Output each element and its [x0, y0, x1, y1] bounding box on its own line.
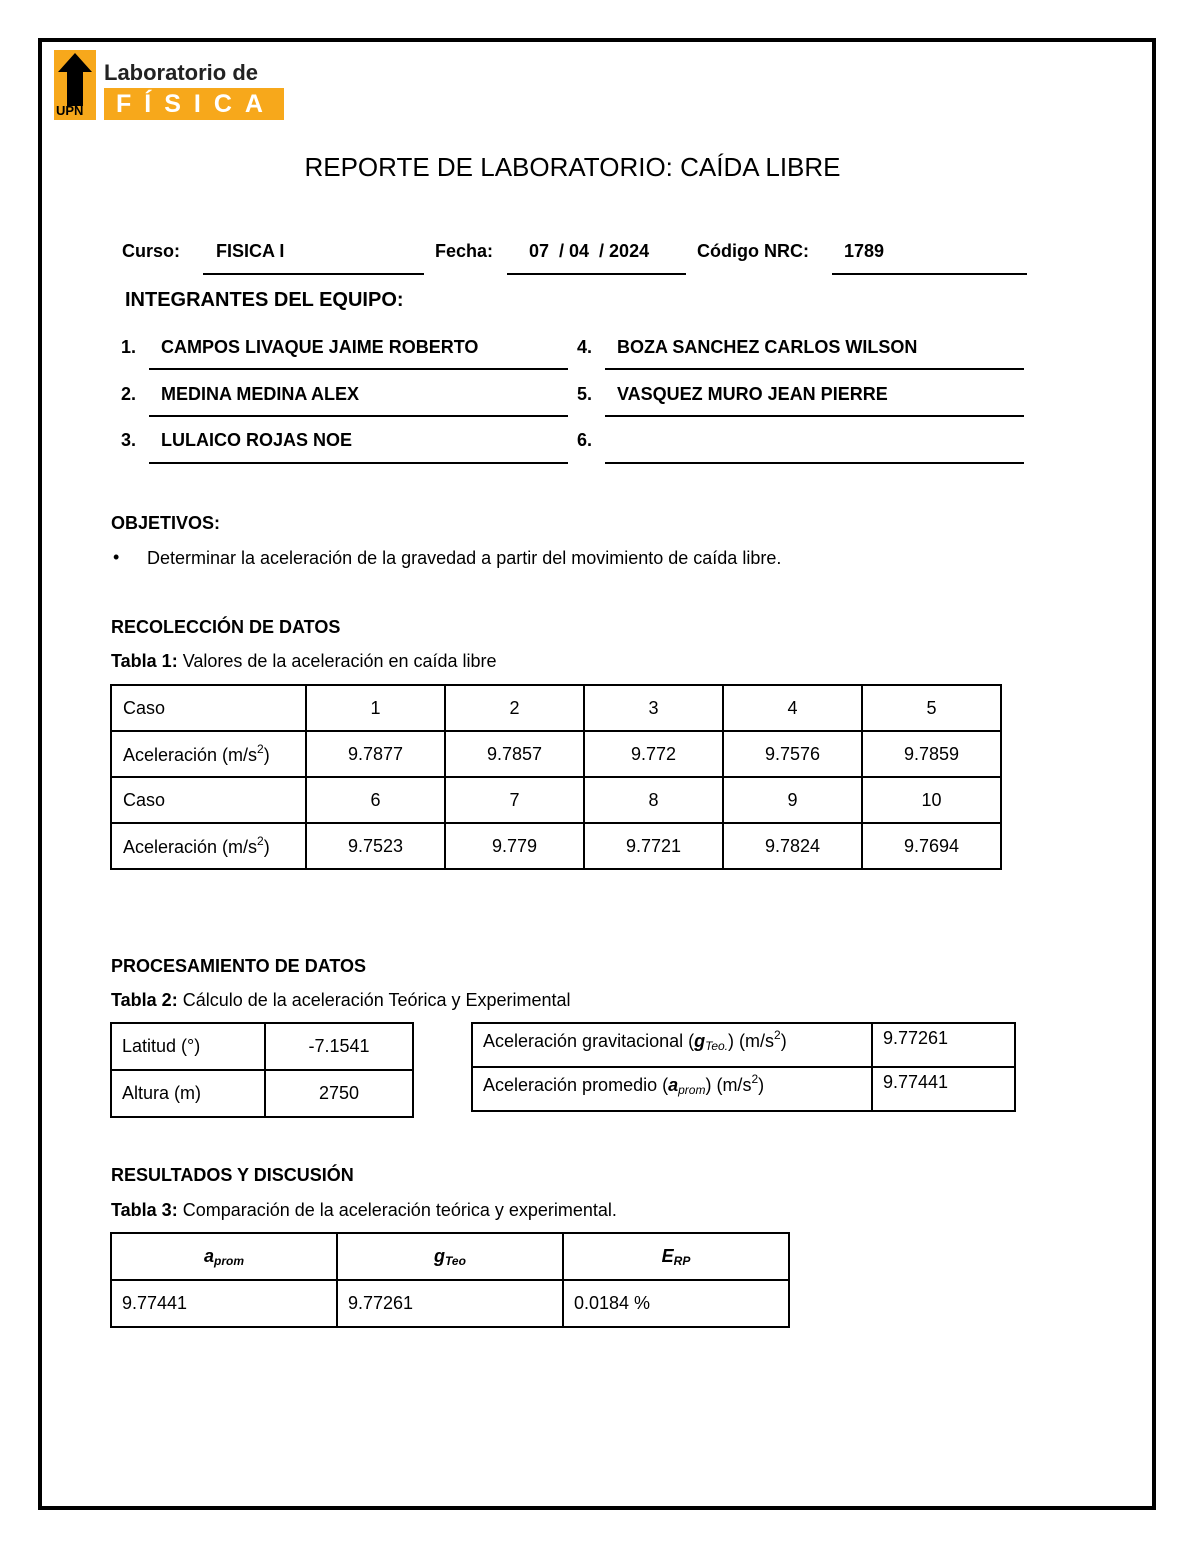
accel-value: 9.7877 — [306, 731, 445, 777]
member-underline — [149, 462, 568, 464]
member-number: 6. — [577, 430, 593, 450]
accel-value: 9.7824 — [723, 823, 862, 869]
a-prom-value: 9.77441 — [111, 1280, 337, 1327]
case-number: 8 — [584, 777, 723, 823]
nrc-value: 1789 — [844, 241, 885, 261]
header-a-prom: $a_{prom}$ — [111, 1233, 337, 1280]
gravity-theoretical-label: Aceleración gravitacional $(g_{Teo.})$ $(m/s^2)$ — [472, 1023, 872, 1067]
case-number: 7 — [445, 777, 584, 823]
accel-average-label: Aceleración promedio $(a_{prom})$ $(m/s^2)$ — [472, 1067, 872, 1111]
gravity-theoretical-value: 9.77261 — [872, 1023, 1015, 1067]
case-number: 10 — [862, 777, 1001, 823]
curso-value: FISICA I — [216, 241, 285, 261]
latitude-label: Latitud (°) — [111, 1023, 265, 1070]
processing-heading: PROCESAMIENTO DE DATOS — [111, 956, 367, 976]
case-number: 5 — [862, 685, 1001, 731]
case-number: 1 — [306, 685, 445, 731]
table2-acceleration — [471, 1022, 1016, 1112]
case-number: 6 — [306, 777, 445, 823]
logo-fisica-text: FÍSICA — [116, 90, 276, 118]
nrc-underline — [832, 273, 1027, 275]
table-row — [472, 1023, 1015, 1067]
member-number: 1. — [121, 337, 137, 357]
member-underline — [149, 415, 568, 417]
member-name: VASQUEZ MURO JEAN PIERRE — [617, 384, 888, 404]
table1-caption — [111, 651, 497, 672]
data-collection-heading: RECOLECCIÓN DE DATOS — [111, 617, 341, 637]
case-label: Caso — [111, 777, 306, 823]
table3-caption-text: Comparación de la aceleración teórica y experimental. — [177, 1200, 617, 1220]
accel-value: 9.7859 — [862, 731, 1001, 777]
table2-location — [110, 1022, 414, 1118]
table-row — [472, 1067, 1015, 1111]
member-underline — [605, 368, 1024, 370]
member-number: 2. — [121, 384, 137, 404]
member-number: 5. — [577, 384, 593, 404]
upn-lab-logo — [54, 50, 286, 122]
header-e-rp: $E_{RP}$ — [563, 1233, 789, 1280]
objective-item: Determinar la aceleración de la gravedad a partir del movimiento de caída libre. — [147, 548, 782, 568]
table2-caption — [111, 990, 571, 1011]
accel-label: Aceleración $(m/s^2)$ — [111, 731, 306, 777]
accel-value: 9.7857 — [445, 731, 584, 777]
member-underline — [149, 368, 568, 370]
table1 — [110, 684, 1002, 870]
case-number: 3 — [584, 685, 723, 731]
accel-value: 9.7576 — [723, 731, 862, 777]
fecha-label: Fecha: — [435, 241, 494, 261]
member-underline — [605, 462, 1024, 464]
accel-label: Aceleración $(m/s^2)$ — [111, 823, 306, 869]
fecha-underline — [507, 273, 686, 275]
curso-underline — [203, 273, 424, 275]
results-heading: RESULTADOS Y DISCUSIÓN — [111, 1165, 354, 1185]
case-number: 9 — [723, 777, 862, 823]
table2-caption-text: Cálculo de la aceleración Teórica y Experimental — [177, 990, 571, 1010]
accel-average-value: 9.77441 — [872, 1067, 1015, 1111]
table-row — [111, 731, 1001, 777]
table3 — [110, 1232, 790, 1328]
header-g-teo: $g_{Teo}$ — [337, 1233, 563, 1280]
member-number: 3. — [121, 430, 137, 450]
member-name: LULAICO ROJAS NOE — [161, 430, 353, 450]
curso-label: Curso: — [122, 241, 180, 261]
bullet-icon: • — [113, 547, 120, 567]
table-row — [111, 1280, 789, 1327]
table2-caption-label: Tabla 2: — [111, 990, 178, 1010]
latitude-value: -7.1541 — [265, 1023, 413, 1070]
accel-value: 9.779 — [445, 823, 584, 869]
case-number: 2 — [445, 685, 584, 731]
member-name: CAMPOS LIVAQUE JAIME ROBERTO — [161, 337, 479, 357]
case-label: Caso — [111, 685, 306, 731]
member-number: 4. — [577, 337, 593, 357]
member-underline — [605, 415, 1024, 417]
page-title: REPORTE DE LABORATORIO: CAÍDA LIBRE — [304, 152, 841, 182]
table-row — [111, 1070, 413, 1117]
altitude-value: 2750 — [265, 1070, 413, 1117]
accel-value: 9.772 — [584, 731, 723, 777]
e-rp-value: 0.0184 % — [563, 1280, 789, 1327]
nrc-label: Código NRC: — [697, 241, 809, 261]
table3-caption-label: Tabla 3: — [111, 1200, 178, 1220]
table1-caption-text: Valores de la aceleración en caída libre — [177, 651, 497, 671]
accel-value: 9.7694 — [862, 823, 1001, 869]
upn-arrow-icon — [54, 50, 96, 120]
member-name: MEDINA MEDINA ALEX — [161, 384, 359, 404]
table1-caption-label: Tabla 1: — [111, 651, 178, 671]
logo-laboratorio-text: Laboratorio de — [104, 60, 259, 85]
objectives-heading: OBJETIVOS: — [111, 513, 221, 533]
table-row — [111, 777, 1001, 823]
table-row — [111, 1023, 413, 1070]
table3-caption — [111, 1200, 617, 1221]
table-row — [111, 823, 1001, 869]
altitude-label: Altura (m) — [111, 1070, 265, 1117]
fecha-value: 07 / 04 / 2024 — [529, 241, 650, 261]
accel-value: 9.7523 — [306, 823, 445, 869]
table-row — [111, 685, 1001, 731]
member-name: BOZA SANCHEZ CARLOS WILSON — [617, 337, 918, 357]
logo-upn-text: UPN — [56, 103, 84, 118]
team-heading: INTEGRANTES DEL EQUIPO: — [125, 289, 404, 311]
case-number: 4 — [723, 685, 862, 731]
g-teo-value: 9.77261 — [337, 1280, 563, 1327]
table-row — [111, 1233, 789, 1280]
accel-value: 9.7721 — [584, 823, 723, 869]
